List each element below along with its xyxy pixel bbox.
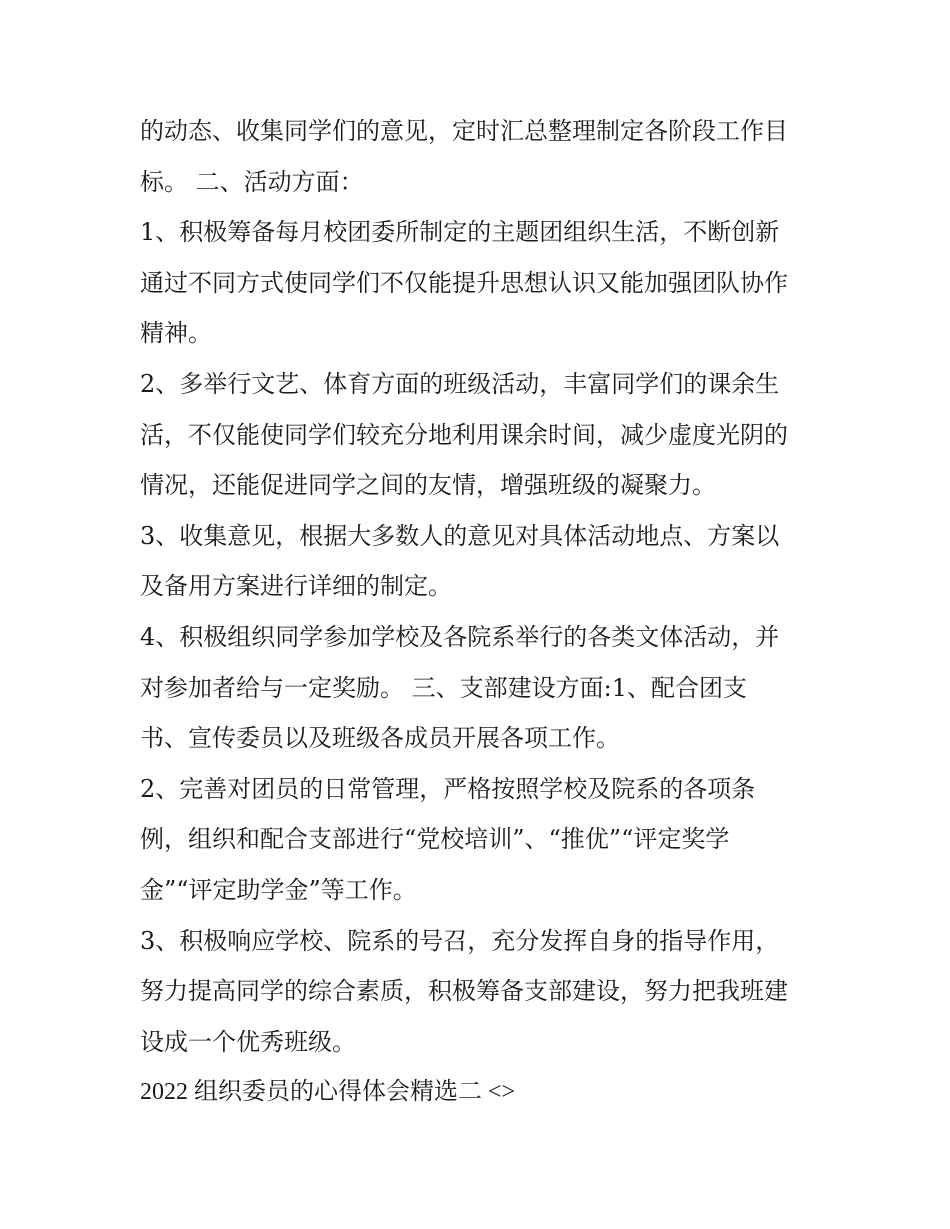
text-line: 3、积极响应学校、院系的号召，充分发挥自身的指导作用， xyxy=(140,926,780,955)
text-line: 标。 二、活动方面： xyxy=(140,167,364,196)
text-line: 对参加者给与一定奖励。 三、支部建设方面:1、配合团支 xyxy=(140,673,747,702)
text-line: 2、完善对团员的日常管理，严格按照学校及院系的各项条 xyxy=(140,774,756,803)
document-body xyxy=(140,106,820,1118)
text-line: 精神。 xyxy=(140,319,212,348)
text-line: 及备用方案进行详细的制定。 xyxy=(140,572,452,601)
text-line: 努力提高同学的综合素质，积极筹备支部建设，努力把我班建 xyxy=(140,977,788,1006)
text-line: 的动态、收集同学们的意见，定时汇总整理制定各阶段工作目 xyxy=(140,117,788,145)
text-line: 例，组织和配合支部进行“党校培训”、“推优”“评定奖学 xyxy=(140,825,730,854)
text-line: 1、积极筹备每月校团委所制定的主题团组织生活，不断创新 xyxy=(140,218,780,247)
text-line: 情况，还能促进同学之间的友情，增强班级的凝聚力。 xyxy=(140,471,716,500)
text-line: 书、宣传委员以及班级各成员开展各项工作。 xyxy=(140,724,620,753)
text-line: 金”“评定助学金”等工作。 xyxy=(140,875,417,904)
section-title: 2022 组织委员的心得体会精选二 <> xyxy=(140,1079,516,1106)
text-line: 2、多举行文艺、体育方面的班级活动，丰富同学们的课余生 xyxy=(140,369,780,398)
text-line: 通过不同方式使同学们不仅能提升思想认识又能加强团队协作 xyxy=(140,268,788,297)
text-line: 4、积极组织同学参加学校及各院系举行的各类文体活动，并 xyxy=(140,622,780,651)
text-line: 活，不仅能使同学们较充分地利用课余时间，减少虚度光阴的 xyxy=(140,420,788,449)
text-line: 3、收集意见，根据大多数人的意见对具体活动地点、方案以 xyxy=(140,521,780,550)
text-line: 设成一个优秀班级。 xyxy=(140,1027,356,1056)
